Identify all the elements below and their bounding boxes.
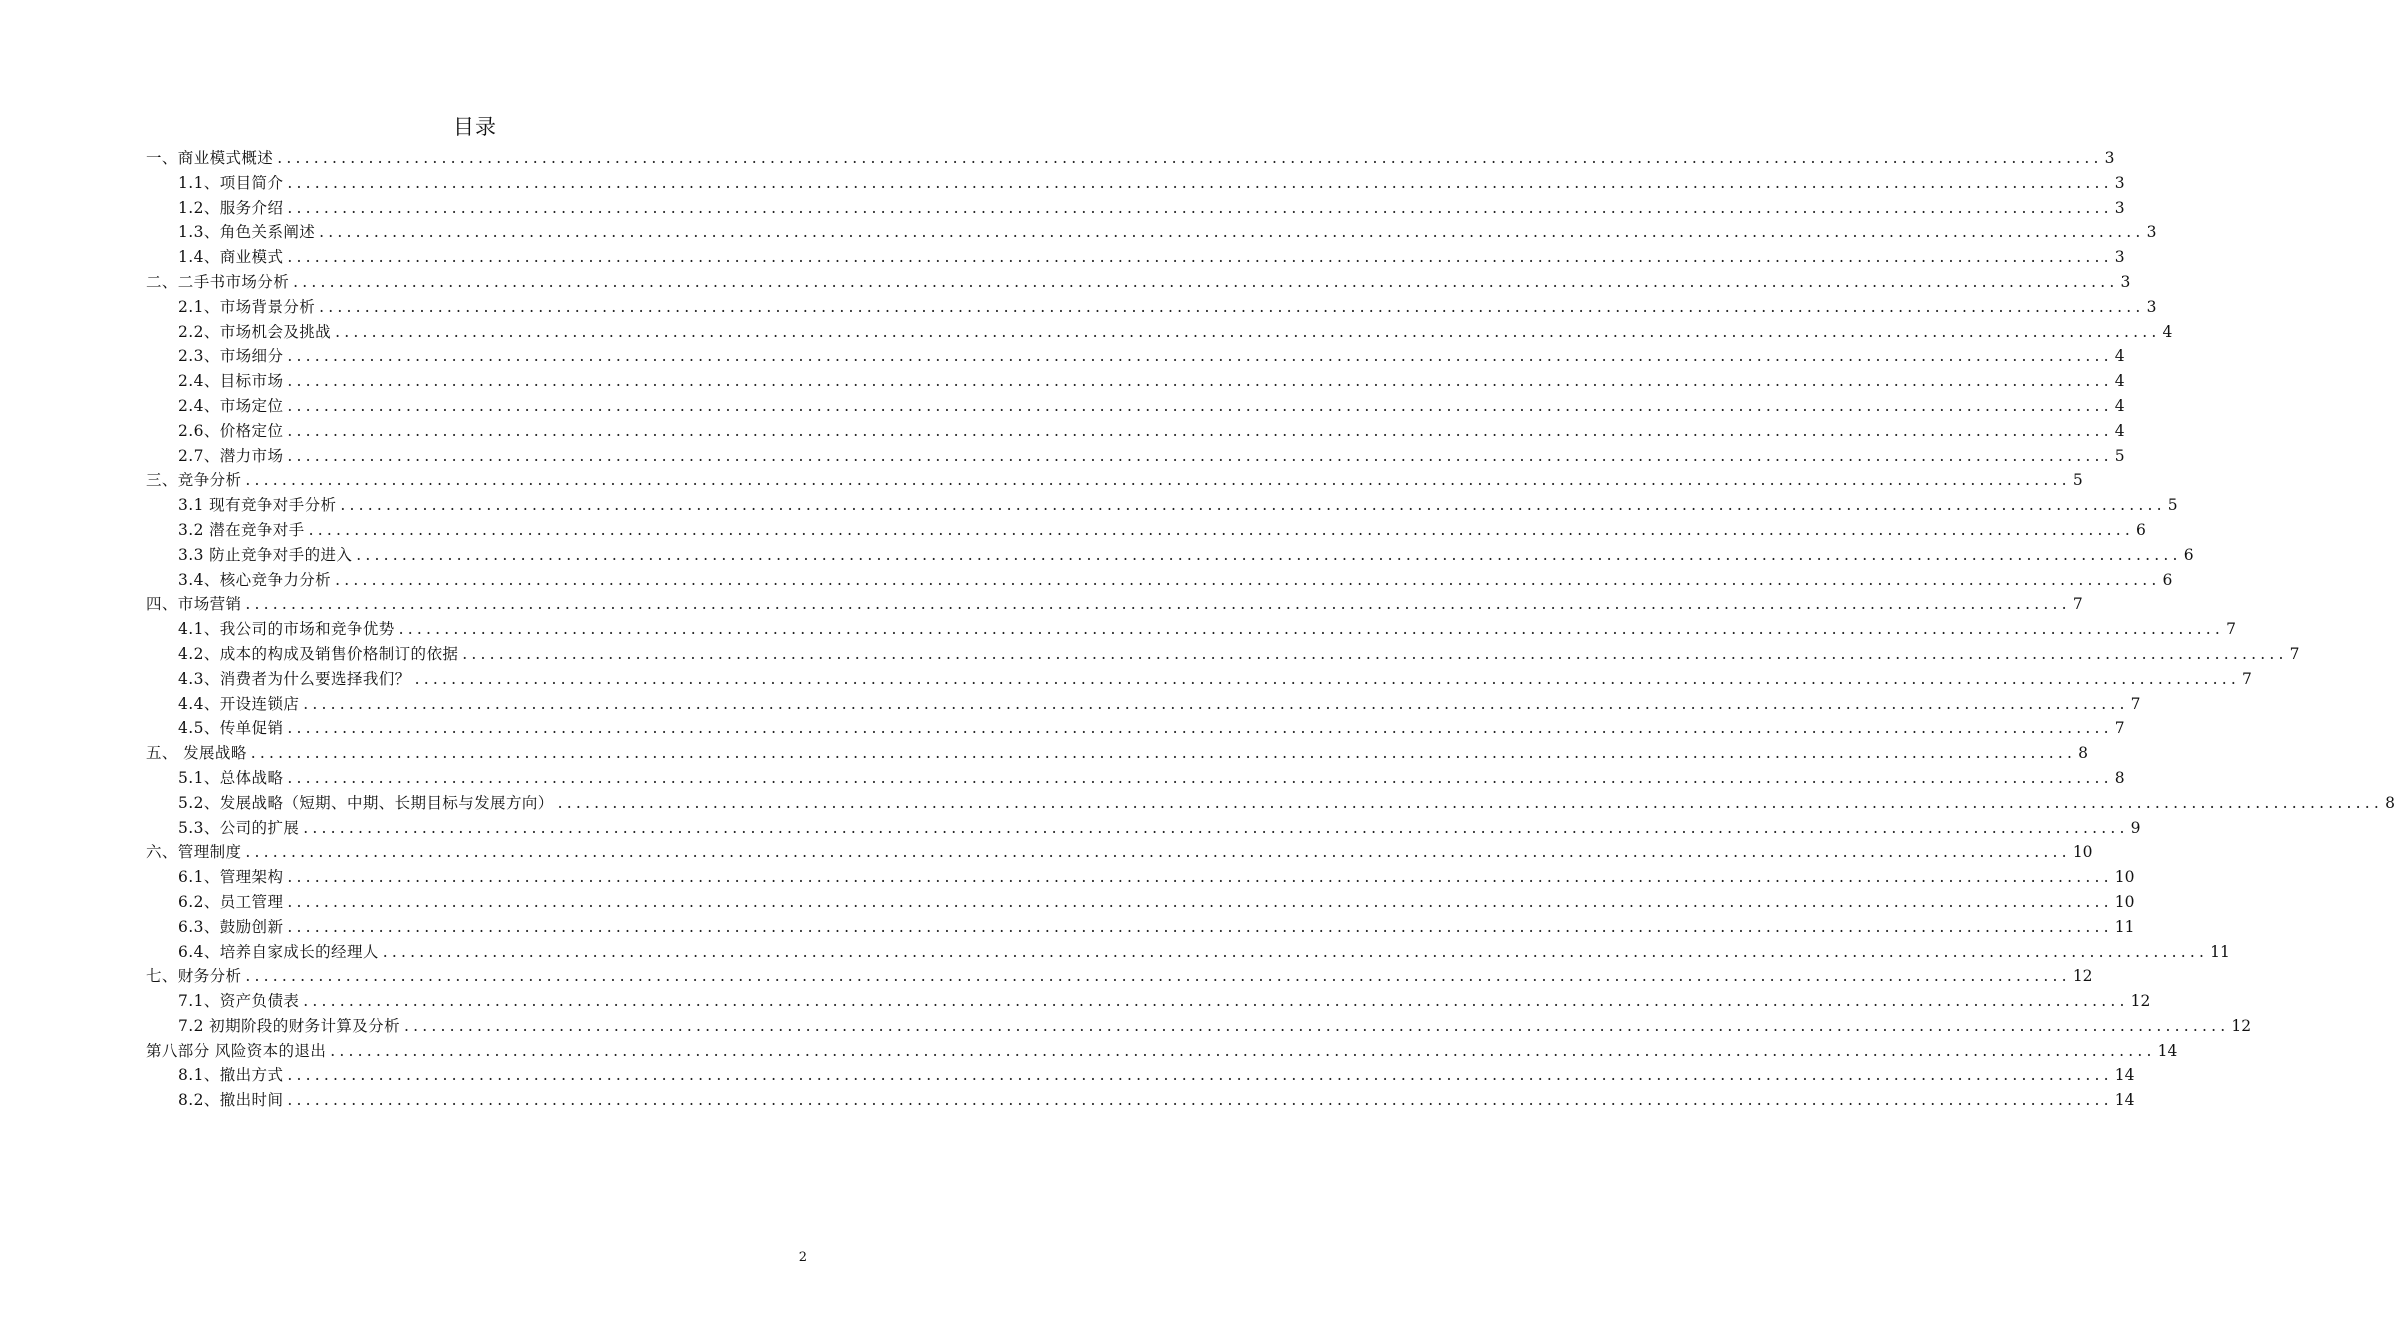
toc-leader-dots: ........................................................................................................................................................................................................ — [287, 1091, 2113, 1110]
toc-entry[interactable] — [146, 1088, 2135, 1113]
toc-entry-page: 14 — [2114, 1091, 2135, 1110]
toc-entry-page: 6 — [2162, 570, 2173, 589]
toc-leader-dots: ........................................................................................................................................................................................................ — [245, 595, 2071, 614]
toc-entry-page: 3 — [2120, 272, 2131, 291]
toc-leader-dots: ........................................................................................................................................................................................................ — [356, 545, 2182, 564]
toc-entry[interactable] — [146, 344, 2125, 369]
toc-leader-dots: ........................................................................................................................................................................................................ — [382, 942, 2209, 961]
toc-entry-title: 3.2 潜在竞争对手 — [178, 520, 305, 539]
toc-entry-page: 8 — [2385, 793, 2395, 812]
toc-entry-page: 6 — [2183, 545, 2194, 564]
toc-entry-page: 11 — [2210, 942, 2230, 961]
toc-entry-title: 一、商业模式概述 — [146, 149, 274, 167]
toc-entry-title: 6.2、员工管理 — [178, 892, 284, 911]
toc-entry[interactable] — [146, 766, 2125, 791]
toc-entry[interactable] — [146, 667, 2252, 692]
toc-leader-dots: ........................................................................................................................................................................................................ — [287, 198, 2113, 217]
toc-entry[interactable] — [146, 245, 2125, 270]
toc-entry[interactable] — [146, 568, 2173, 593]
toc-entry-title: 2.7、潜力市场 — [178, 446, 284, 465]
toc-entry[interactable] — [146, 692, 2141, 717]
toc-leader-dots: ........................................................................................................................................................................................................ — [287, 347, 2113, 366]
toc-entry-page: 10 — [2114, 868, 2135, 887]
toc-leader-dots: ........................................................................................................................................................................................................ — [335, 570, 2161, 589]
toc-leader-dots: ........................................................................................................................................................................................................ — [557, 793, 2384, 812]
toc-leader-dots: ........................................................................................................................................................................................................ — [287, 248, 2113, 267]
toc-entry[interactable] — [146, 220, 2157, 245]
toc-entry-title: 6.1、管理架构 — [178, 868, 284, 887]
toc-entry-page: 9 — [2130, 818, 2141, 837]
toc-leader-dots: ........................................................................................................................................................................................................ — [319, 297, 2145, 316]
toc-entry[interactable] — [146, 146, 2115, 171]
toc-entry-page: 8 — [2078, 744, 2089, 763]
toc-entry[interactable] — [146, 940, 2230, 965]
toc-entry-page: 4 — [2114, 396, 2125, 415]
toc-entry-title: 2.2、市场机会及挑战 — [178, 322, 332, 341]
toc-entry[interactable] — [146, 444, 2125, 469]
toc-entry-title: 4.5、传单促销 — [178, 719, 284, 738]
toc-entry-page: 6 — [2135, 520, 2146, 539]
toc-entry[interactable] — [146, 716, 2125, 741]
toc-entry-page: 5 — [2167, 496, 2178, 515]
toc-leader-dots: ........................................................................................................................................................................................................ — [245, 471, 2071, 490]
toc-entry[interactable] — [146, 642, 2300, 667]
toc-entry[interactable] — [146, 320, 2173, 345]
toc-entry-page: 10 — [2072, 843, 2093, 862]
toc-entry[interactable] — [146, 840, 2093, 865]
toc-entry-title: 第八部分 风险资本的退出 — [146, 1041, 327, 1060]
toc-entry-title: 4.3、消费者为什么要选择我们？ — [178, 669, 411, 688]
toc-entry-page: 4 — [2114, 421, 2125, 440]
toc-leader-dots: ........................................................................................................................................................................................................ — [287, 421, 2113, 440]
toc-leader-dots: ........................................................................................................................................................................................................ — [303, 694, 2129, 713]
toc-leader-dots: ........................................................................................................................................................................................................ — [287, 868, 2113, 887]
toc-entry-title: 4.4、开设连锁店 — [178, 694, 300, 713]
toc-entry-title: 2.3、市场细分 — [178, 347, 284, 366]
toc-entry-title: 5.3、公司的扩展 — [178, 818, 300, 837]
toc-entry[interactable] — [146, 493, 2178, 518]
toc-entry[interactable] — [146, 171, 2125, 196]
toc-entry-title: 2.1、市场背景分析 — [178, 297, 316, 316]
toc-entry[interactable] — [146, 394, 2125, 419]
toc-entry[interactable] — [146, 1014, 2252, 1039]
toc-leader-dots: ........................................................................................................................................................................................................ — [330, 1041, 2156, 1060]
toc-leader-dots: ........................................................................................................................................................................................................ — [462, 644, 2288, 663]
toc-entry[interactable] — [146, 468, 2083, 493]
toc-entry-title: 四、市场营销 — [146, 595, 242, 614]
toc-entry-title: 8.2、撤出时间 — [178, 1091, 284, 1110]
toc-leader-dots: ........................................................................................................................................................................................................ — [287, 446, 2113, 465]
toc-entry-title: 5.2、发展战略（短期、中期、长期目标与发展方向） — [178, 793, 554, 812]
toc-entry-page: 3 — [2104, 149, 2115, 167]
toc-entry-page: 7 — [2289, 644, 2300, 663]
toc-leader-dots: ........................................................................................................................................................................................................ — [245, 967, 2071, 986]
toc-entry-page: 3 — [2114, 173, 2125, 192]
toc-entry-title: 3.4、核心竞争力分析 — [178, 570, 332, 589]
toc-leader-dots: ........................................................................................................................................................................................................ — [287, 892, 2113, 911]
toc-entry-title: 五、 发展战略 — [146, 744, 247, 763]
toc-entry[interactable] — [146, 518, 2146, 543]
toc-entry[interactable] — [146, 915, 2135, 940]
toc-entry-page: 10 — [2114, 892, 2135, 911]
toc-entry-title: 1.1、项目简介 — [178, 173, 284, 192]
toc-entry-page: 7 — [2130, 694, 2141, 713]
toc-entry-page: 7 — [2226, 620, 2236, 639]
toc-entry-title: 6.3、鼓励创新 — [178, 917, 284, 936]
toc-entry-title: 2.6、价格定位 — [178, 421, 284, 440]
toc-entry[interactable] — [146, 865, 2135, 890]
toc-entry-title: 1.4、商业模式 — [178, 248, 284, 267]
toc-leader-dots: ........................................................................................................................................................................................................ — [287, 173, 2113, 192]
toc-leader-dots: ........................................................................................................................................................................................................ — [335, 322, 2161, 341]
toc-entry[interactable] — [146, 791, 2395, 816]
toc-leader-dots: ........................................................................................................................................................................................................ — [403, 1016, 2230, 1035]
toc-entry-title: 七、财务分析 — [146, 967, 242, 986]
toc-leader-dots: ........................................................................................................................................................................................................ — [287, 719, 2113, 738]
toc-entry-page: 12 — [2231, 1016, 2252, 1035]
toc-entry[interactable] — [146, 989, 2151, 1014]
toc-entry[interactable] — [146, 1063, 2135, 1088]
toc-entry[interactable] — [146, 1039, 2178, 1064]
page-title: 目录 — [453, 115, 497, 139]
toc-entry-page: 7 — [2114, 719, 2125, 738]
toc-entry-title: 二、二手书市场分析 — [146, 272, 290, 291]
toc-leader-dots: ........................................................................................................................................................................................................ — [319, 223, 2145, 242]
toc-leader-dots: ........................................................................................................................................................................................................ — [340, 496, 2166, 515]
toc-entry[interactable] — [146, 890, 2135, 915]
toc-entry-page: 3 — [2114, 248, 2125, 267]
toc-entry-title: 4.1、我公司的市场和竞争优势 — [178, 620, 395, 639]
toc-entry-page: 3 — [2114, 198, 2125, 217]
toc-entry[interactable] — [146, 270, 2131, 295]
toc-entry-page: 4 — [2114, 372, 2125, 391]
toc-leader-dots: ........................................................................................................................................................................................................ — [398, 620, 2225, 639]
toc-entry-title: 3.1 现有竞争对手分析 — [178, 496, 337, 515]
toc-entry-page: 11 — [2114, 917, 2135, 936]
toc-leader-dots: ........................................................................................................................................................................................................ — [303, 992, 2129, 1011]
toc-leader-dots: ........................................................................................................................................................................................................ — [308, 520, 2134, 539]
toc-entry-page: 5 — [2072, 471, 2083, 490]
toc-entry-page: 12 — [2130, 992, 2151, 1011]
toc-entry-page: 7 — [2241, 669, 2252, 688]
toc-leader-dots: ........................................................................................................................................................................................................ — [414, 669, 2240, 688]
toc-entry-title: 7.2 初期阶段的财务计算及分析 — [178, 1016, 400, 1035]
toc-entry-page: 3 — [2146, 297, 2157, 316]
toc-entry[interactable] — [146, 816, 2141, 841]
toc-entry-page: 3 — [2146, 223, 2157, 242]
toc-leader-dots: ........................................................................................................................................................................................................ — [277, 149, 2103, 167]
toc-entry-page: 4 — [2162, 322, 2173, 341]
toc-entry-title: 3.3 防止竞争对手的进入 — [178, 545, 353, 564]
toc-entry-title: 2.4、市场定位 — [178, 396, 284, 415]
toc-entry-title: 1.3、角色关系阐述 — [178, 223, 316, 242]
toc-entry[interactable] — [146, 617, 2236, 642]
toc-entry-page: 5 — [2114, 446, 2125, 465]
toc-leader-dots: ........................................................................................................................................................................................................ — [250, 744, 2077, 763]
toc-leader-dots: ........................................................................................................................................................................................................ — [287, 917, 2113, 936]
toc-entry[interactable] — [146, 196, 2125, 221]
toc-entry-page: 8 — [2114, 768, 2125, 787]
toc-entry-page: 12 — [2072, 967, 2093, 986]
toc-leader-dots: ........................................................................................................................................................................................................ — [287, 768, 2113, 787]
toc-leader-dots: ........................................................................................................................................................................................................ — [293, 272, 2119, 291]
toc-entry-page: 14 — [2114, 1066, 2135, 1085]
toc-entry-title: 三、竞争分析 — [146, 471, 242, 490]
toc-entry-title: 7.1、资产负债表 — [178, 992, 300, 1011]
toc-leader-dots: ........................................................................................................................................................................................................ — [287, 372, 2113, 391]
toc-entry[interactable] — [146, 419, 2125, 444]
toc-entry[interactable] — [146, 741, 2089, 766]
table-of-contents — [146, 146, 2395, 1113]
toc-entry-page: 4 — [2114, 347, 2125, 366]
toc-entry-title: 1.2、服务介绍 — [178, 198, 284, 217]
toc-entry-title: 2.4、目标市场 — [178, 372, 284, 391]
toc-entry-title: 6.4、培养自家成长的经理人 — [178, 942, 379, 961]
toc-entry[interactable] — [146, 592, 2083, 617]
toc-leader-dots: ........................................................................................................................................................................................................ — [287, 1066, 2113, 1085]
toc-entry-title: 4.2、成本的构成及销售价格制订的依据 — [178, 644, 459, 663]
toc-entry[interactable] — [146, 964, 2093, 989]
toc-entry[interactable] — [146, 369, 2125, 394]
toc-entry-title: 8.1、撤出方式 — [178, 1066, 284, 1085]
toc-leader-dots: ........................................................................................................................................................................................................ — [303, 818, 2129, 837]
toc-entry[interactable] — [146, 295, 2157, 320]
page-number: 2 — [798, 1250, 807, 1265]
toc-entry-title: 5.1、总体战略 — [178, 768, 284, 787]
toc-leader-dots: ........................................................................................................................................................................................................ — [287, 396, 2113, 415]
toc-entry-title: 六、管理制度 — [146, 843, 242, 862]
toc-entry-page: 14 — [2157, 1041, 2178, 1060]
toc-entry-page: 7 — [2072, 595, 2083, 614]
toc-leader-dots: ........................................................................................................................................................................................................ — [245, 843, 2071, 862]
toc-entry[interactable] — [146, 543, 2194, 568]
